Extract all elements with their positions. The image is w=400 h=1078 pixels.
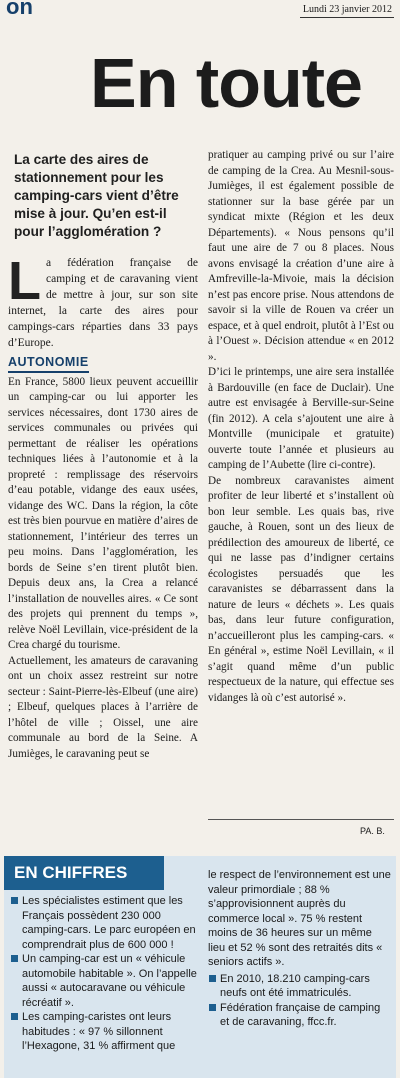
bullet-square-icon: [11, 897, 18, 904]
body-paragraph: En France, 5800 lieux peuvent accueillir un camping-car ou lui apporter les services nécessaires, dont 1730 aires de services communales ou privées qui permettant de réaliser les opérations techniques liées à l’autonomie et à la propreté : remplissage des réservoirs d’eau potable, vidange des eaux usées, vidange des WC. Dans la région, la côte est très bien pourvue en matière d’aires de stationnement, l’intérieur des terres un peu moins. Dans l’agglomération, les bords de Seine s’en tirent plutôt bien. Depuis deux ans, la Crea a relancé l’installation de nouvelles aires. « Ce sont des projets qui prennent du temps », relève Noël Levillain, vice-président de la Crea chargé du tourisme.: [8, 375, 198, 651]
figure-text: Les spécialistes estiment que les Français possèdent 230 000 camping-cars. Le parc européen en comprendrait plus de 600 000 !: [22, 895, 196, 951]
figure-text: Un camping-car est un « véhicule automobile habitable ». On l’appelle aussi « autocaravane ou véhicule récréatif ».: [22, 953, 197, 1009]
figure-item: [208, 1001, 392, 1030]
figure-item: [10, 1010, 200, 1054]
intro-paragraph: [8, 251, 198, 351]
author-signature: PA. B.: [360, 826, 385, 836]
intro-text: a fédération française de camping et de caravaning vient de mettre à jour, sur son site internet, la carte des aires pour campings-cars réparties dans 33 pays d’Europe.: [8, 257, 198, 349]
subhead-autonomie: AUTONOMIE: [8, 355, 89, 373]
figures-box-title: EN CHIFFRES: [4, 856, 164, 890]
body-paragraph: D’ici le printemps, une aire sera installée à Bardouville (en face de Duclair). Une autre est envisagée à Berville-sur-Seine (fin 2012). A cela s’ajoutent une aire à Montville (municipale et gratuite) ouverte toute l’année et plusieurs au camping de l’Aubette (lire ci-contre).: [208, 366, 394, 471]
issue-date: Lundi 23 janvier 2012: [302, 4, 392, 15]
figure-text: En 2010, 18.210 camping-cars neufs ont été immatriculés.: [220, 972, 370, 999]
signature-rule: [208, 819, 394, 820]
bullet-square-icon: [11, 1013, 18, 1020]
header-rule: [300, 17, 394, 18]
bullet-square-icon: [209, 975, 216, 982]
figure-item: [208, 972, 392, 1001]
right-column: [208, 148, 394, 706]
figures-right-column: [208, 868, 392, 1030]
figures-left-column: [10, 894, 200, 1054]
headline: En toute: [90, 44, 362, 122]
figure-continued-text: le respect de l’environnement est une valeur primordiale ; 88 % s’approvisionnent auprès du commerce local ». 75 % restent moins de 36 heures sur un même lieu et 52 % sont des retraités dits « seniors actifs ».: [208, 869, 391, 968]
bullet-square-icon: [209, 1004, 216, 1011]
section-label: on: [6, 0, 33, 19]
figure-text: Fédération française de camping et de caravaning, ffcc.fr.: [220, 1001, 381, 1028]
body-paragraph: pratiquer au camping privé ou sur l’aire de camping de la Crea. Au Mesnil-sous-Jumièges, il est également possible de stationner sur la base gérée par un syndicat mixte (Région et les deux Départements). « Nous pensons qu’il faut une aire de 7 ou 8 places. Nous avons envisagé la création d’une aire à Amfreville-la-Mivoie, mais la décision n’est pas encore prise. Nous attendons de savoir si la ville de Rouen va créer un espace, et à quel endroit, plutôt à l’Est ou à l’Ouest ». Décision attendue « en 2012 ».: [208, 149, 394, 363]
page-header: [0, 0, 400, 20]
figure-item: [10, 894, 200, 952]
figure-item: [10, 952, 200, 1010]
left-column: [8, 148, 198, 762]
drop-cap: L: [8, 251, 41, 311]
bullet-square-icon: [11, 955, 18, 962]
figure-text: Les camping-caristes ont leurs habitudes : « 97 % sillonnent l’Hexagone, 31 % affirment que: [22, 1011, 176, 1052]
body-paragraph: Actuellement, les amateurs de caravaning ont un choix assez restreint sur notre secteur : Saint-Pierre-lès-Elbeuf (une aire) ; Elbeuf, quelques places à l’arrière de l’hôtel de ville ; Oissel, une aire communale au bord de la Seine. A Jumièges, le caravaning peut se: [8, 654, 198, 760]
body-paragraph: De nombreux caravanistes aiment profiter de leur liberté et s’installent où bon leur semble. Les quais bas, rive gauche, à Rouen, sont un des lieux de prédilection des amoureux de liberté, ce qui ne lasse pas d’indigner certains écologistes persuadés que les caravanistes se débarrassent dans la nature de leurs « déchets ». Les quais bas, dans leur future configuration, n’accueilleront plus les camping-cars. « En général », estime Noël Levillain, « il s’agit quand même d’un public respectueux de la nature, qui effectue ses vidanges là où c’est autorisé ».: [208, 474, 394, 704]
lede: La carte des aires de stationnement pour les camping-cars vient d’être mise à jour. Qu’en est-il pour l’agglomération ?: [14, 152, 179, 239]
